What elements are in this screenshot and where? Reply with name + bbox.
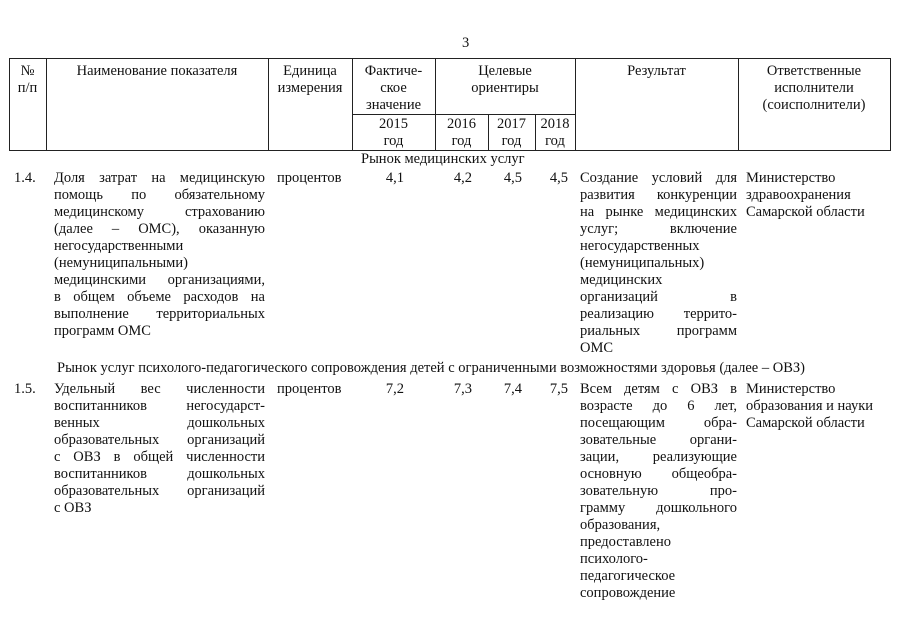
- text-line: воспитанников негосударст-: [54, 398, 265, 414]
- text-line: Удельный вес численности: [54, 381, 265, 397]
- text-line: зовательную про-: [580, 483, 737, 499]
- row-number: 1.5.: [14, 381, 36, 397]
- header-year-2018: 2018 год: [540, 116, 570, 149]
- text-line: ОМС: [580, 340, 614, 356]
- section-title: Рынок услуг психолого-педагогического сопровождения детей с ограниченными возможностями здоровья (далее – ОВЗ): [57, 360, 805, 376]
- text-line: с ОВЗ: [54, 500, 92, 516]
- header-num: № п/п: [17, 63, 38, 96]
- text-line: грамму дошкольного: [580, 500, 737, 516]
- text-line: (немуниципальных): [580, 255, 705, 271]
- row-number: 1.4.: [14, 170, 36, 186]
- text-line: помощь по обязательному: [54, 187, 265, 203]
- text-line: развития конкуренции: [580, 187, 737, 203]
- text-line: Министерство: [746, 381, 836, 397]
- text-line: Министерство: [746, 170, 836, 186]
- header-actual: Фактиче- ское значение: [364, 63, 423, 113]
- text-line: Всем детям с ОВЗ в: [580, 381, 737, 397]
- text-line: сопровождение: [580, 585, 676, 601]
- header-top-border: [9, 58, 891, 59]
- text-line: зации, реализующие: [580, 449, 737, 465]
- text-line: предоставлено: [580, 534, 671, 550]
- unit-value: процентов: [277, 381, 342, 397]
- text-line: в общем объеме расходов на: [54, 289, 265, 305]
- text-line: воспитанников дошкольных: [54, 466, 265, 482]
- responsible-text: [746, 170, 891, 221]
- text-line: реализацию террито-: [580, 306, 737, 322]
- text-line: Самарской области: [746, 415, 865, 431]
- text-line: медицинскими организациями,: [54, 272, 265, 288]
- text-line: (немуниципальными): [54, 255, 188, 271]
- value-2018: 4,5: [549, 170, 568, 186]
- header-unit: Единица измерения: [277, 63, 343, 96]
- indicator-name: [54, 170, 265, 340]
- value-2015: 7,2: [385, 381, 404, 397]
- text-line: возрасте до 6 лет,: [580, 398, 737, 414]
- value-2017: 7,4: [503, 381, 522, 397]
- text-line: психолого-: [580, 551, 648, 567]
- value-2015: 4,1: [385, 170, 404, 186]
- section-title: Рынок медицинских услуг: [361, 151, 525, 167]
- text-line: организаций в: [580, 289, 737, 305]
- text-line: здравоохранения: [746, 187, 851, 203]
- header-year-2017: 2017 год: [497, 116, 526, 149]
- text-line: образования,: [580, 517, 661, 533]
- header-year-2016: 2016 год: [447, 116, 476, 149]
- responsible-text: [746, 381, 891, 432]
- header-year-divider: [352, 114, 575, 115]
- value-2016: 4,2: [453, 170, 472, 186]
- text-line: негосударственных: [580, 238, 700, 254]
- header-responsible: Ответственные исполнители (соисполнители): [762, 63, 866, 113]
- header-name: Наименование показателя: [76, 63, 238, 79]
- text-line: Доля затрат на медицинскую: [54, 170, 265, 186]
- text-line: с ОВЗ в общей численности: [54, 449, 265, 465]
- text-line: венных дошкольных: [54, 415, 265, 431]
- page-number: 3: [462, 35, 470, 51]
- indicator-name: [54, 381, 265, 517]
- text-line: медицинскому страхованию: [54, 204, 265, 220]
- text-line: риальных программ: [580, 323, 737, 339]
- header-result: Результат: [627, 63, 686, 79]
- text-line: образовательных организаций: [54, 483, 265, 499]
- header-target: Целевые ориентиры: [471, 63, 539, 96]
- header-year-2015: 2015 год: [379, 116, 408, 149]
- header-col-border: [890, 58, 891, 151]
- text-line: посещающим обра-: [580, 415, 737, 431]
- text-line: основную общеобра-: [580, 466, 737, 482]
- result-text: [580, 170, 737, 357]
- value-2017: 4,5: [503, 170, 522, 186]
- unit-value: процентов: [277, 170, 342, 186]
- text-line: образовательных организаций: [54, 432, 265, 448]
- text-line: (далее – ОМС), оказанную: [54, 221, 265, 237]
- result-text: [580, 381, 737, 602]
- text-line: выполнение территориальных: [54, 306, 265, 322]
- text-line: медицинских: [580, 272, 663, 288]
- text-line: педагогическое: [580, 568, 676, 584]
- text-line: образования и науки: [746, 398, 874, 414]
- text-line: зовательные органи-: [580, 432, 737, 448]
- text-line: услуг; включение: [580, 221, 737, 237]
- text-line: программ ОМС: [54, 323, 151, 339]
- value-2016: 7,3: [453, 381, 472, 397]
- text-line: на рынке медицинских: [580, 204, 737, 220]
- text-line: Самарской области: [746, 204, 865, 220]
- text-line: негосударственными: [54, 238, 184, 254]
- value-2018: 7,5: [549, 381, 568, 397]
- text-line: Создание условий для: [580, 170, 737, 186]
